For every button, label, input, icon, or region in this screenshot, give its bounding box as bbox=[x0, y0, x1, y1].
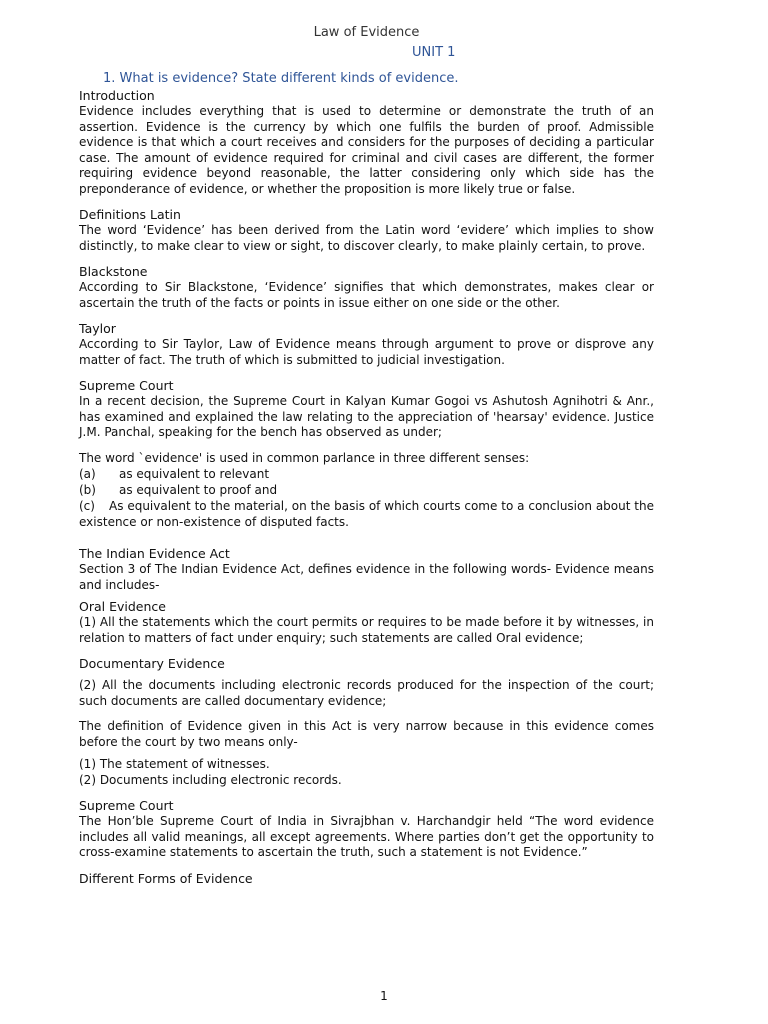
section-heading-introduction: Introduction bbox=[79, 88, 155, 103]
paragraph-senses-intro: The word `evidence' is used in common parlance in three different senses: bbox=[79, 450, 530, 465]
section-heading-blackstone: Blackstone bbox=[79, 264, 148, 279]
document-page bbox=[79, 24, 654, 887]
list-item: (c) As equivalent to the material, on the basis of which courts come to a conclusion about the existence or non-existence of disputed facts. bbox=[79, 499, 654, 529]
paragraph-blackstone: According to Sir Blackstone, ‘Evidence’ signifies that which demonstrates, makes clear or ascertain the truth of the facts or points in issue either on one side or the other. bbox=[79, 280, 654, 310]
paragraph-evidence-act: Section 3 of The Indian Evidence Act, defines evidence in the following words- Evidence means and includes- bbox=[79, 562, 654, 592]
section-heading-taylor: Taylor bbox=[79, 321, 116, 336]
paragraph-narrow-definition: The definition of Evidence given in this Act is very narrow because in this evidence comes before the court by two means only- bbox=[79, 719, 654, 749]
unit-heading: UNIT 1 bbox=[412, 45, 456, 60]
section-heading-supreme-court-2: Supreme Court bbox=[79, 798, 174, 813]
page-number: 1 bbox=[380, 989, 388, 1003]
list-item: (2) Documents including electronic records. bbox=[79, 773, 342, 787]
paragraph-introduction: Evidence includes everything that is used to determine or demonstrate the truth of an assertion. Evidence is the currency by which one fulfils the burden of proof. Admissible evidence is that which a court receives and considers for the purposes of deciding a particular case. The amount of evidence required for criminal and civil cases are different, the former requiring evidence beyond reasonable, the latter considering only which side has the preponderance of evidence, or whether the proposition is more likely true or false. bbox=[79, 104, 654, 196]
paragraph-supreme-court-2: The Hon’ble Supreme Court of India in Sivrajbhan v. Harchandgir held “The word evidence includes all valid meanings, all except agreements. Where parties don’t get the opportunity to cross-examine statements to ascertain the truth, such a statement is not Evidence.” bbox=[79, 814, 654, 859]
document-title: Law of Evidence bbox=[313, 25, 420, 40]
paragraph-definitions: The word ‘Evidence’ has been derived from the Latin word ‘evidere’ which implies to show distinctly, to make clear to view or sight, to discover clearly, to make plainly certain, to prove. bbox=[79, 223, 654, 253]
paragraph-oral-evidence: (1) All the statements which the court permits or requires to be made before it by witnesses, in relation to matters of fact under enquiry; such statements are called Oral evidence; bbox=[79, 615, 654, 645]
paragraph-documentary-evidence: (2) All the documents including electronic records produced for the inspection of the court; such documents are called documentary evidence; bbox=[79, 678, 654, 708]
list-item: (b) as equivalent to proof and bbox=[79, 483, 278, 497]
section-heading-oral-evidence: Oral Evidence bbox=[79, 599, 166, 614]
section-heading-forms-of-evidence: Different Forms of Evidence bbox=[79, 870, 253, 886]
section-heading-documentary-evidence: Documentary Evidence bbox=[79, 656, 225, 671]
section-heading-definitions: Definitions Latin bbox=[79, 207, 181, 222]
section-heading-supreme-court: Supreme Court bbox=[79, 378, 174, 393]
paragraph-supreme-court: In a recent decision, the Supreme Court in Kalyan Kumar Gogoi vs Ashutosh Agnihotri & Anr., has examined and explained the law relating to the appreciation of 'hearsay' evidence. Justice J.M. Panchal, speaking for the bench has observed as under; bbox=[79, 394, 654, 439]
section-heading-evidence-act: The Indian Evidence Act bbox=[79, 546, 230, 561]
paragraph-taylor: According to Sir Taylor, Law of Evidence means through argument to prove or disprove any matter of fact. The truth of which is submitted to judicial investigation. bbox=[79, 337, 654, 367]
list-item: (a) as equivalent to relevant bbox=[79, 467, 270, 481]
list-item: (1) The statement of witnesses. bbox=[79, 757, 270, 771]
question-heading: 1. What is evidence? State different kinds of evidence. bbox=[103, 71, 459, 86]
